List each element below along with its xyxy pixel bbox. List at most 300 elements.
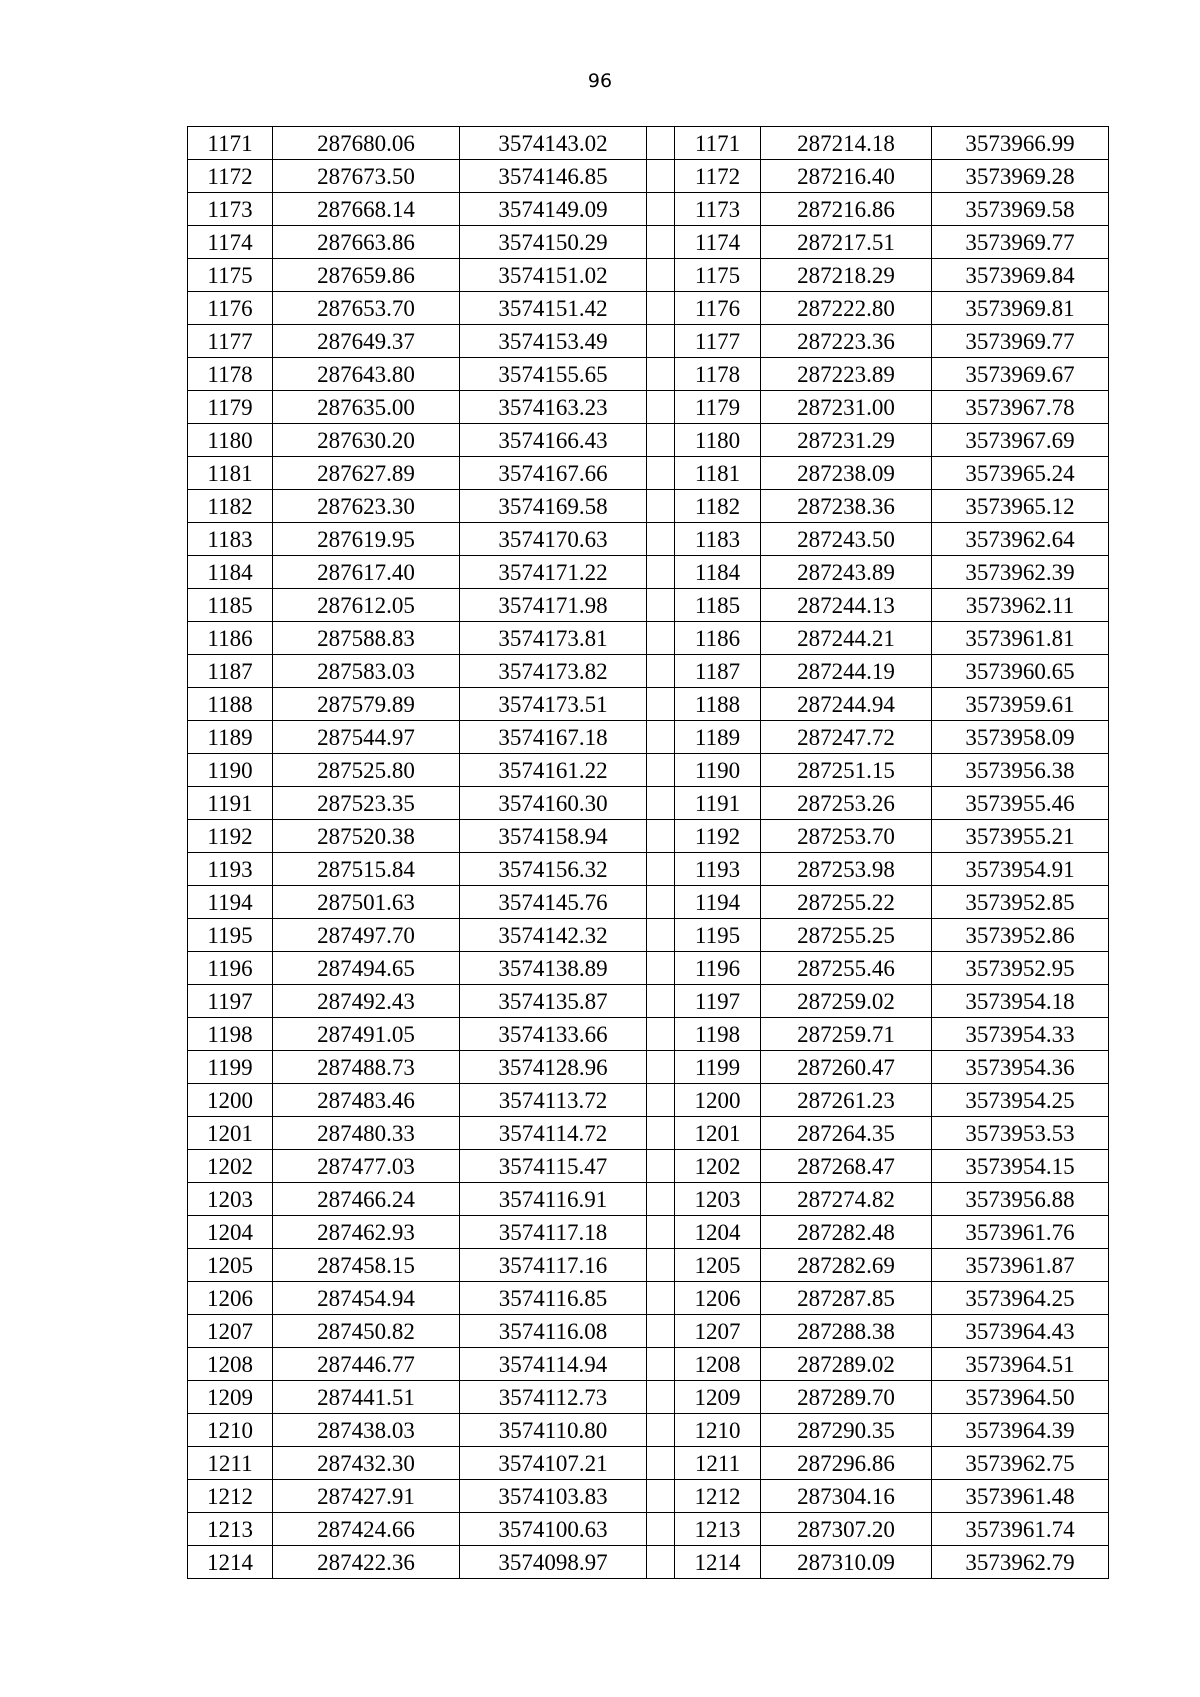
right-x-cell: 287268.47 xyxy=(761,1150,932,1183)
right-y-cell: 3573964.39 xyxy=(932,1414,1109,1447)
spacer-cell xyxy=(647,787,675,820)
right-y-cell: 3573962.75 xyxy=(932,1447,1109,1480)
page-number: 96 xyxy=(587,70,613,92)
left-y-cell: 3574156.32 xyxy=(460,853,647,886)
left-point-id-cell: 1202 xyxy=(188,1150,273,1183)
left-point-id-cell: 1196 xyxy=(188,952,273,985)
right-x-cell: 287218.29 xyxy=(761,259,932,292)
left-y-cell: 3574163.23 xyxy=(460,391,647,424)
left-y-cell: 3574138.89 xyxy=(460,952,647,985)
right-y-cell: 3573966.99 xyxy=(932,127,1109,160)
left-x-cell: 287525.80 xyxy=(273,754,460,787)
left-y-cell: 3574151.42 xyxy=(460,292,647,325)
left-x-cell: 287454.94 xyxy=(273,1282,460,1315)
coordinate-table xyxy=(187,126,1109,1579)
left-x-cell: 287520.38 xyxy=(273,820,460,853)
left-y-cell: 3574110.80 xyxy=(460,1414,647,1447)
table-row xyxy=(188,127,1109,160)
table-row xyxy=(188,1348,1109,1381)
table-row xyxy=(188,1249,1109,1282)
right-y-cell: 3573961.74 xyxy=(932,1513,1109,1546)
left-point-id-cell: 1182 xyxy=(188,490,273,523)
left-point-id-cell: 1180 xyxy=(188,424,273,457)
right-x-cell: 287244.13 xyxy=(761,589,932,622)
right-point-id-cell: 1206 xyxy=(675,1282,761,1315)
spacer-cell xyxy=(647,490,675,523)
right-x-cell: 287289.70 xyxy=(761,1381,932,1414)
right-point-id-cell: 1208 xyxy=(675,1348,761,1381)
right-y-cell: 3573964.51 xyxy=(932,1348,1109,1381)
right-x-cell: 287253.98 xyxy=(761,853,932,886)
right-y-cell: 3573952.95 xyxy=(932,952,1109,985)
right-x-cell: 287307.20 xyxy=(761,1513,932,1546)
spacer-cell xyxy=(647,1513,675,1546)
right-y-cell: 3573969.81 xyxy=(932,292,1109,325)
left-x-cell: 287483.46 xyxy=(273,1084,460,1117)
left-x-cell: 287544.97 xyxy=(273,721,460,754)
right-x-cell: 287231.29 xyxy=(761,424,932,457)
left-x-cell: 287446.77 xyxy=(273,1348,460,1381)
left-y-cell: 3574173.82 xyxy=(460,655,647,688)
left-x-cell: 287663.86 xyxy=(273,226,460,259)
table-row xyxy=(188,622,1109,655)
table-row xyxy=(188,820,1109,853)
left-point-id-cell: 1205 xyxy=(188,1249,273,1282)
left-y-cell: 3574115.47 xyxy=(460,1150,647,1183)
left-point-id-cell: 1203 xyxy=(188,1183,273,1216)
right-x-cell: 287244.19 xyxy=(761,655,932,688)
right-x-cell: 287255.46 xyxy=(761,952,932,985)
right-y-cell: 3573969.67 xyxy=(932,358,1109,391)
spacer-cell xyxy=(647,820,675,853)
left-y-cell: 3574171.22 xyxy=(460,556,647,589)
right-y-cell: 3573958.09 xyxy=(932,721,1109,754)
right-x-cell: 287287.85 xyxy=(761,1282,932,1315)
right-point-id-cell: 1187 xyxy=(675,655,761,688)
table-row xyxy=(188,391,1109,424)
left-y-cell: 3574161.22 xyxy=(460,754,647,787)
right-x-cell: 287310.09 xyxy=(761,1546,932,1579)
right-point-id-cell: 1179 xyxy=(675,391,761,424)
right-x-cell: 287264.35 xyxy=(761,1117,932,1150)
spacer-cell xyxy=(647,193,675,226)
table-row xyxy=(188,952,1109,985)
left-x-cell: 287635.00 xyxy=(273,391,460,424)
left-point-id-cell: 1174 xyxy=(188,226,273,259)
left-x-cell: 287623.30 xyxy=(273,490,460,523)
right-y-cell: 3573969.58 xyxy=(932,193,1109,226)
table-row xyxy=(188,1546,1109,1579)
right-x-cell: 287282.48 xyxy=(761,1216,932,1249)
right-y-cell: 3573955.46 xyxy=(932,787,1109,820)
right-y-cell: 3573964.43 xyxy=(932,1315,1109,1348)
spacer-cell xyxy=(647,1117,675,1150)
left-y-cell: 3574116.08 xyxy=(460,1315,647,1348)
spacer-cell xyxy=(647,259,675,292)
right-point-id-cell: 1214 xyxy=(675,1546,761,1579)
table-row xyxy=(188,1282,1109,1315)
right-x-cell: 287217.51 xyxy=(761,226,932,259)
right-point-id-cell: 1209 xyxy=(675,1381,761,1414)
right-y-cell: 3573961.81 xyxy=(932,622,1109,655)
table-row xyxy=(188,919,1109,952)
right-y-cell: 3573969.84 xyxy=(932,259,1109,292)
right-point-id-cell: 1190 xyxy=(675,754,761,787)
left-point-id-cell: 1199 xyxy=(188,1051,273,1084)
right-y-cell: 3573956.38 xyxy=(932,754,1109,787)
left-x-cell: 287427.91 xyxy=(273,1480,460,1513)
left-y-cell: 3574170.63 xyxy=(460,523,647,556)
left-point-id-cell: 1207 xyxy=(188,1315,273,1348)
left-point-id-cell: 1179 xyxy=(188,391,273,424)
left-point-id-cell: 1189 xyxy=(188,721,273,754)
left-y-cell: 3574114.94 xyxy=(460,1348,647,1381)
table-row xyxy=(188,1381,1109,1414)
left-x-cell: 287668.14 xyxy=(273,193,460,226)
left-point-id-cell: 1209 xyxy=(188,1381,273,1414)
left-y-cell: 3574143.02 xyxy=(460,127,647,160)
left-y-cell: 3574171.98 xyxy=(460,589,647,622)
table-row xyxy=(188,886,1109,919)
right-x-cell: 287238.36 xyxy=(761,490,932,523)
left-x-cell: 287494.65 xyxy=(273,952,460,985)
left-x-cell: 287680.06 xyxy=(273,127,460,160)
left-x-cell: 287523.35 xyxy=(273,787,460,820)
right-y-cell: 3573962.39 xyxy=(932,556,1109,589)
left-x-cell: 287432.30 xyxy=(273,1447,460,1480)
left-y-cell: 3574167.66 xyxy=(460,457,647,490)
right-y-cell: 3573956.88 xyxy=(932,1183,1109,1216)
right-point-id-cell: 1175 xyxy=(675,259,761,292)
spacer-cell xyxy=(647,985,675,1018)
left-x-cell: 287488.73 xyxy=(273,1051,460,1084)
right-y-cell: 3573954.91 xyxy=(932,853,1109,886)
left-x-cell: 287438.03 xyxy=(273,1414,460,1447)
left-point-id-cell: 1200 xyxy=(188,1084,273,1117)
left-point-id-cell: 1178 xyxy=(188,358,273,391)
left-y-cell: 3574135.87 xyxy=(460,985,647,1018)
left-x-cell: 287627.89 xyxy=(273,457,460,490)
spacer-cell xyxy=(647,622,675,655)
table-row xyxy=(188,1051,1109,1084)
right-point-id-cell: 1194 xyxy=(675,886,761,919)
spacer-cell xyxy=(647,1480,675,1513)
right-point-id-cell: 1199 xyxy=(675,1051,761,1084)
left-point-id-cell: 1184 xyxy=(188,556,273,589)
left-point-id-cell: 1177 xyxy=(188,325,273,358)
right-y-cell: 3573964.50 xyxy=(932,1381,1109,1414)
left-x-cell: 287492.43 xyxy=(273,985,460,1018)
right-y-cell: 3573954.25 xyxy=(932,1084,1109,1117)
right-x-cell: 287231.00 xyxy=(761,391,932,424)
left-point-id-cell: 1212 xyxy=(188,1480,273,1513)
spacer-cell xyxy=(647,1315,675,1348)
spacer-cell xyxy=(647,886,675,919)
right-point-id-cell: 1183 xyxy=(675,523,761,556)
right-x-cell: 287251.15 xyxy=(761,754,932,787)
left-y-cell: 3574112.73 xyxy=(460,1381,647,1414)
right-point-id-cell: 1196 xyxy=(675,952,761,985)
right-y-cell: 3573969.77 xyxy=(932,226,1109,259)
left-x-cell: 287477.03 xyxy=(273,1150,460,1183)
coordinate-table-body xyxy=(188,127,1109,1579)
table-row xyxy=(188,1216,1109,1249)
table-row xyxy=(188,985,1109,1018)
left-x-cell: 287441.51 xyxy=(273,1381,460,1414)
right-point-id-cell: 1195 xyxy=(675,919,761,952)
left-y-cell: 3574149.09 xyxy=(460,193,647,226)
left-point-id-cell: 1208 xyxy=(188,1348,273,1381)
right-point-id-cell: 1207 xyxy=(675,1315,761,1348)
left-x-cell: 287515.84 xyxy=(273,853,460,886)
right-x-cell: 287243.89 xyxy=(761,556,932,589)
right-point-id-cell: 1177 xyxy=(675,325,761,358)
right-x-cell: 287259.02 xyxy=(761,985,932,1018)
right-point-id-cell: 1174 xyxy=(675,226,761,259)
right-point-id-cell: 1189 xyxy=(675,721,761,754)
right-point-id-cell: 1205 xyxy=(675,1249,761,1282)
left-x-cell: 287501.63 xyxy=(273,886,460,919)
table-row xyxy=(188,787,1109,820)
spacer-cell xyxy=(647,919,675,952)
right-y-cell: 3573959.61 xyxy=(932,688,1109,721)
left-point-id-cell: 1192 xyxy=(188,820,273,853)
spacer-cell xyxy=(647,853,675,886)
left-x-cell: 287497.70 xyxy=(273,919,460,952)
right-point-id-cell: 1173 xyxy=(675,193,761,226)
left-x-cell: 287630.20 xyxy=(273,424,460,457)
table-row xyxy=(188,193,1109,226)
right-point-id-cell: 1178 xyxy=(675,358,761,391)
table-row xyxy=(188,1183,1109,1216)
table-row xyxy=(188,721,1109,754)
left-y-cell: 3574103.83 xyxy=(460,1480,647,1513)
right-x-cell: 287290.35 xyxy=(761,1414,932,1447)
right-point-id-cell: 1182 xyxy=(675,490,761,523)
table-row xyxy=(188,160,1109,193)
right-x-cell: 287274.82 xyxy=(761,1183,932,1216)
left-y-cell: 3574146.85 xyxy=(460,160,647,193)
table-row xyxy=(188,688,1109,721)
left-x-cell: 287466.24 xyxy=(273,1183,460,1216)
right-point-id-cell: 1212 xyxy=(675,1480,761,1513)
right-y-cell: 3573961.48 xyxy=(932,1480,1109,1513)
spacer-cell xyxy=(647,424,675,457)
right-y-cell: 3573954.18 xyxy=(932,985,1109,1018)
right-x-cell: 287296.86 xyxy=(761,1447,932,1480)
right-y-cell: 3573962.64 xyxy=(932,523,1109,556)
table-row xyxy=(188,1513,1109,1546)
left-x-cell: 287673.50 xyxy=(273,160,460,193)
right-x-cell: 287260.47 xyxy=(761,1051,932,1084)
table-row xyxy=(188,325,1109,358)
left-y-cell: 3574117.16 xyxy=(460,1249,647,1282)
table-row xyxy=(188,1018,1109,1051)
right-point-id-cell: 1172 xyxy=(675,160,761,193)
right-x-cell: 287244.21 xyxy=(761,622,932,655)
table-row xyxy=(188,1447,1109,1480)
spacer-cell xyxy=(647,556,675,589)
left-point-id-cell: 1188 xyxy=(188,688,273,721)
left-x-cell: 287649.37 xyxy=(273,325,460,358)
right-x-cell: 287214.18 xyxy=(761,127,932,160)
spacer-cell xyxy=(647,523,675,556)
table-row xyxy=(188,523,1109,556)
right-x-cell: 287255.22 xyxy=(761,886,932,919)
right-point-id-cell: 1184 xyxy=(675,556,761,589)
left-y-cell: 3574173.81 xyxy=(460,622,647,655)
spacer-cell xyxy=(647,589,675,622)
left-x-cell: 287480.33 xyxy=(273,1117,460,1150)
left-x-cell: 287422.36 xyxy=(273,1546,460,1579)
right-x-cell: 287222.80 xyxy=(761,292,932,325)
left-x-cell: 287491.05 xyxy=(273,1018,460,1051)
spacer-cell xyxy=(647,1414,675,1447)
left-y-cell: 3574128.96 xyxy=(460,1051,647,1084)
left-y-cell: 3574173.51 xyxy=(460,688,647,721)
left-point-id-cell: 1172 xyxy=(188,160,273,193)
spacer-cell xyxy=(647,1348,675,1381)
right-y-cell: 3573953.53 xyxy=(932,1117,1109,1150)
spacer-cell xyxy=(647,952,675,985)
left-y-cell: 3574150.29 xyxy=(460,226,647,259)
left-y-cell: 3574114.72 xyxy=(460,1117,647,1150)
right-y-cell: 3573961.76 xyxy=(932,1216,1109,1249)
right-point-id-cell: 1180 xyxy=(675,424,761,457)
table-row xyxy=(188,1117,1109,1150)
right-x-cell: 287259.71 xyxy=(761,1018,932,1051)
left-y-cell: 3574151.02 xyxy=(460,259,647,292)
left-x-cell: 287653.70 xyxy=(273,292,460,325)
right-point-id-cell: 1202 xyxy=(675,1150,761,1183)
left-y-cell: 3574169.58 xyxy=(460,490,647,523)
table-row xyxy=(188,424,1109,457)
right-x-cell: 287247.72 xyxy=(761,721,932,754)
spacer-cell xyxy=(647,358,675,391)
left-point-id-cell: 1186 xyxy=(188,622,273,655)
right-x-cell: 287261.23 xyxy=(761,1084,932,1117)
right-y-cell: 3573969.28 xyxy=(932,160,1109,193)
left-y-cell: 3574155.65 xyxy=(460,358,647,391)
right-x-cell: 287244.94 xyxy=(761,688,932,721)
left-x-cell: 287462.93 xyxy=(273,1216,460,1249)
right-y-cell: 3573964.25 xyxy=(932,1282,1109,1315)
right-x-cell: 287223.36 xyxy=(761,325,932,358)
right-point-id-cell: 1204 xyxy=(675,1216,761,1249)
right-point-id-cell: 1192 xyxy=(675,820,761,853)
spacer-cell xyxy=(647,457,675,490)
left-point-id-cell: 1183 xyxy=(188,523,273,556)
right-y-cell: 3573962.11 xyxy=(932,589,1109,622)
table-row xyxy=(188,1315,1109,1348)
table-row xyxy=(188,358,1109,391)
right-x-cell: 287253.70 xyxy=(761,820,932,853)
right-y-cell: 3573954.33 xyxy=(932,1018,1109,1051)
left-x-cell: 287458.15 xyxy=(273,1249,460,1282)
spacer-cell xyxy=(647,127,675,160)
right-point-id-cell: 1211 xyxy=(675,1447,761,1480)
table-row xyxy=(188,655,1109,688)
right-y-cell: 3573961.87 xyxy=(932,1249,1109,1282)
spacer-cell xyxy=(647,1084,675,1117)
left-y-cell: 3574117.18 xyxy=(460,1216,647,1249)
right-point-id-cell: 1197 xyxy=(675,985,761,1018)
table-row xyxy=(188,589,1109,622)
left-y-cell: 3574167.18 xyxy=(460,721,647,754)
left-point-id-cell: 1175 xyxy=(188,259,273,292)
right-y-cell: 3573954.36 xyxy=(932,1051,1109,1084)
right-y-cell: 3573962.79 xyxy=(932,1546,1109,1579)
right-point-id-cell: 1193 xyxy=(675,853,761,886)
right-point-id-cell: 1200 xyxy=(675,1084,761,1117)
right-x-cell: 287243.50 xyxy=(761,523,932,556)
spacer-cell xyxy=(647,688,675,721)
left-x-cell: 287617.40 xyxy=(273,556,460,589)
right-point-id-cell: 1198 xyxy=(675,1018,761,1051)
spacer-cell xyxy=(647,1282,675,1315)
right-x-cell: 287304.16 xyxy=(761,1480,932,1513)
table-row xyxy=(188,1084,1109,1117)
left-x-cell: 287588.83 xyxy=(273,622,460,655)
left-point-id-cell: 1193 xyxy=(188,853,273,886)
left-point-id-cell: 1194 xyxy=(188,886,273,919)
spacer-cell xyxy=(647,1051,675,1084)
right-x-cell: 287216.86 xyxy=(761,193,932,226)
left-point-id-cell: 1187 xyxy=(188,655,273,688)
right-y-cell: 3573965.24 xyxy=(932,457,1109,490)
spacer-cell xyxy=(647,1447,675,1480)
right-y-cell: 3573960.65 xyxy=(932,655,1109,688)
spacer-cell xyxy=(647,160,675,193)
left-point-id-cell: 1213 xyxy=(188,1513,273,1546)
table-row xyxy=(188,556,1109,589)
right-point-id-cell: 1213 xyxy=(675,1513,761,1546)
left-x-cell: 287612.05 xyxy=(273,589,460,622)
spacer-cell xyxy=(647,1546,675,1579)
left-point-id-cell: 1181 xyxy=(188,457,273,490)
left-y-cell: 3574116.91 xyxy=(460,1183,647,1216)
table-row xyxy=(188,1414,1109,1447)
right-x-cell: 287216.40 xyxy=(761,160,932,193)
left-x-cell: 287619.95 xyxy=(273,523,460,556)
spacer-cell xyxy=(647,655,675,688)
table-row xyxy=(188,1480,1109,1513)
right-point-id-cell: 1181 xyxy=(675,457,761,490)
right-point-id-cell: 1201 xyxy=(675,1117,761,1150)
spacer-cell xyxy=(647,754,675,787)
left-point-id-cell: 1198 xyxy=(188,1018,273,1051)
right-point-id-cell: 1191 xyxy=(675,787,761,820)
spacer-cell xyxy=(647,325,675,358)
spacer-cell xyxy=(647,1183,675,1216)
right-point-id-cell: 1176 xyxy=(675,292,761,325)
left-y-cell: 3574166.43 xyxy=(460,424,647,457)
right-x-cell: 287288.38 xyxy=(761,1315,932,1348)
right-y-cell: 3573952.86 xyxy=(932,919,1109,952)
right-x-cell: 287223.89 xyxy=(761,358,932,391)
left-point-id-cell: 1171 xyxy=(188,127,273,160)
left-point-id-cell: 1201 xyxy=(188,1117,273,1150)
spacer-cell xyxy=(647,1216,675,1249)
table-row xyxy=(188,226,1109,259)
spacer-cell xyxy=(647,226,675,259)
right-point-id-cell: 1188 xyxy=(675,688,761,721)
right-point-id-cell: 1186 xyxy=(675,622,761,655)
left-y-cell: 3574098.97 xyxy=(460,1546,647,1579)
table-row xyxy=(188,292,1109,325)
left-y-cell: 3574160.30 xyxy=(460,787,647,820)
right-x-cell: 287289.02 xyxy=(761,1348,932,1381)
